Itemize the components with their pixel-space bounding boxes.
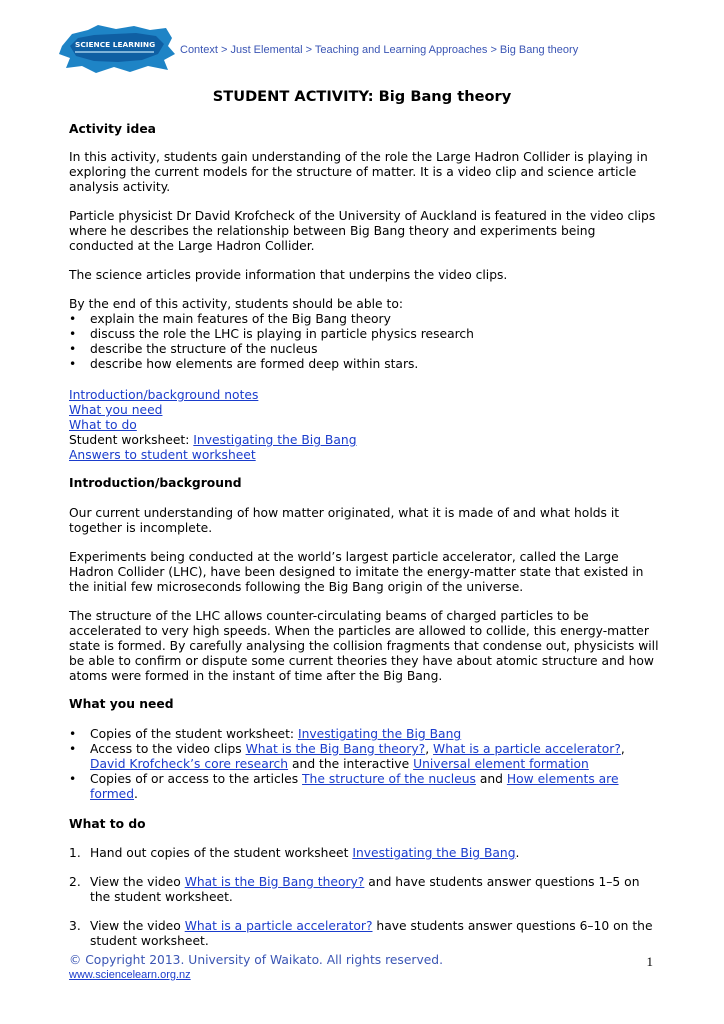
list-item: • describe how elements are formed deep within stars.: [69, 357, 659, 372]
list-item: 1. Hand out copies of the student worksheet Investigating the Big Bang.: [69, 846, 520, 860]
article-elements-link[interactable]: How elements are formed: [90, 772, 619, 801]
video-accelerator-link[interactable]: What is a particle accelerator?: [433, 742, 621, 756]
need-list: [69, 727, 659, 802]
list-item: • Access to the video clips What is the Big Bang theory?, What is a particle accelerator?, David Krofcheck’s core research and the interactive Universal element formation: [69, 742, 659, 772]
list-item: 2. View the video What is the Big Bang theory? and have students answer questions 1–5 on the student worksheet.: [69, 875, 640, 904]
list-item: • Copies of or access to the articles The structure of the nucleus and How elements are formed.: [69, 772, 659, 802]
video-big-bang-link[interactable]: What is the Big Bang theory?: [245, 742, 426, 756]
activity-paragraph-1: In this activity, students gain understanding of the role the Large Hadron Collider is playing in exploring the current models for the structure of matter. It is a video clip and science article analysis activity.: [69, 150, 648, 194]
logo-splash-icon: [58, 24, 176, 74]
background-paragraph-2: Experiments being conducted at the world’s largest particle accelerator, called the Large Hadron Collider (LHC), have been designed to imitate the energy-matter state that existed in the initial few microseconds following the Big Bang origin of the universe.: [69, 550, 644, 594]
article-nucleus-link[interactable]: The structure of the nucleus: [302, 772, 476, 786]
objectives-intro: By the end of this activity, students should be able to:: [69, 297, 404, 311]
activity-paragraph-3: The science articles provide information that underpins the video clips.: [69, 268, 508, 282]
activity-paragraph-2: Particle physicist Dr David Krofcheck of the University of Auckland is featured in the video clips where he describes the relationship between Big Bang theory and experiments being conducted at the Large Hadron Collider.: [69, 209, 656, 253]
activity-heading: Activity idea: [69, 122, 156, 136]
copyright: © Copyright 2013. University of Waikato. All rights reserved.: [69, 953, 444, 967]
objectives-list: [69, 312, 659, 372]
list-item: • discuss the role the LHC is playing in particle physics research: [69, 327, 659, 342]
worksheet-link[interactable]: Investigating the Big Bang: [193, 433, 357, 447]
intro-link[interactable]: Introduction/background notes: [69, 388, 259, 402]
step3-video-link[interactable]: What is a particle accelerator?: [184, 919, 373, 933]
page-number: 1: [646, 954, 653, 969]
todo-heading: What to do: [69, 817, 146, 831]
step2-video-link[interactable]: What is the Big Bang theory?: [184, 875, 365, 889]
need-worksheet-link[interactable]: Investigating the Big Bang: [297, 727, 462, 741]
site-logo[interactable]: [58, 24, 176, 74]
what-you-need-link[interactable]: What you need: [69, 403, 163, 417]
page-title: STUDENT ACTIVITY: Big Bang theory: [212, 88, 512, 105]
logo-text: SCIENCE LEARNING: [75, 40, 156, 49]
background-paragraph-1: Our current understanding of how matter originated, what it is made of and what holds it together is incomplete.: [69, 506, 620, 535]
todo-list: [69, 846, 659, 949]
step1-worksheet-link[interactable]: Investigating the Big Bang: [352, 846, 516, 860]
list-item: • explain the main features of the Big Bang theory: [69, 312, 659, 327]
section-links: [69, 388, 659, 463]
breadcrumb[interactable]: Context > Just Elemental > Teaching and Learning Approaches > Big Bang theory: [180, 44, 579, 56]
video-core-research-link[interactable]: David Krofcheck’s core research: [90, 757, 289, 771]
need-heading: What you need: [69, 697, 174, 711]
worksheet-label: Student worksheet:: [69, 433, 194, 447]
background-heading: Introduction/background: [69, 476, 242, 490]
list-item: • Copies of the student worksheet: Investigating the Big Bang: [69, 727, 659, 742]
interactive-element-link[interactable]: Universal element formation: [413, 757, 589, 771]
what-to-do-link[interactable]: What to do: [69, 418, 137, 432]
background-paragraph-3: The structure of the LHC allows counter-circulating beams of charged particles to be accelerated to very high speeds. When the particles are allowed to collide, this energy-matter state is formed. By carefully analysing the collision fragments that condense out, physicists will be able to confirm or dispute some current theories they have about atomic structure and how atoms were formed in the instant of time after the Big Bang.: [69, 609, 659, 683]
answers-link[interactable]: Answers to student worksheet: [69, 448, 256, 462]
list-item: 3. View the video What is a particle accelerator? have students answer questions 6–10 on the student worksheet.: [69, 919, 653, 948]
footer-url-link[interactable]: www.sciencelearn.org.nz: [69, 969, 191, 981]
list-item: • describe the structure of the nucleus: [69, 342, 659, 357]
